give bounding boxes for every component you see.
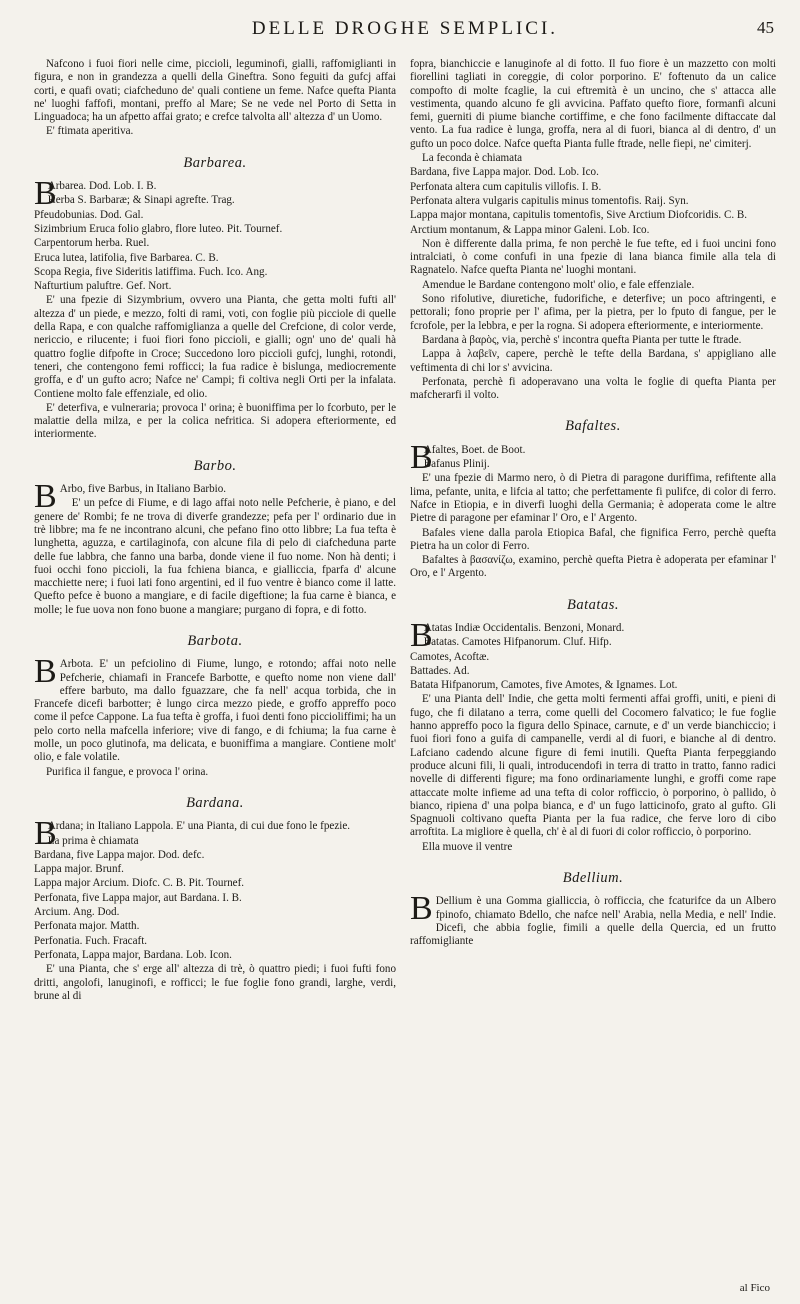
paragraph: Amendue le Bardane contengono molt' olio, e fale effenziale. [422,278,695,291]
entry-heading-barbarea: Barbarea. [183,154,247,171]
dropcap: B [34,815,57,853]
synonym-line: Ardana; in Italiano Lappola. E' una Pianta, di cui due fono le fpezie. [47,820,351,833]
synonym-line: Nafturtium paluftre. Gef. Nort. [34,280,172,293]
dropcap: B [34,478,57,516]
synonym-line: Perfonata altera vulgaris capitulis minus tomentofis. Raij. Syn. [410,194,689,207]
synonym-line: Atatas Indiæ Occidentalis. Benzoni, Monard. [423,621,625,634]
synonym-line: Pfeudobunias. Dod. Gal. [34,208,144,221]
synonym-line: Scopa Regia, five Sideritis latiffima. Fuch. Ico. Ang. [34,265,268,278]
dropcap: B [410,438,433,476]
paragraph: Non è differente dalla prima, fe non perchè le fue tefte, ed i fuoi uncini fono intralciati, ò come confufi in una fpezie di lana bianca fimile alla tela di Ragnatelo. Nafce quefta Pianta ne' luoghi montani. [410,237,776,277]
synonym-line: Afaltes, Boet. de Boot. [423,443,526,456]
entry-heading-bdellium: Bdellium. [562,870,624,887]
paragraph: E' una fpezie di Marmo nero, ò di Pietra di paragone duriffima, refiftente alla lima, pefante, unita, e lifcia al tatto; che perfettamente fi pulifce, di color di ferro. Nafce in Etiopia, e in diverfi luoghi della Germania; è adoperata come le altre Pietre di paragone per efaminar l' Oro, e l' Argento. [410,472,776,525]
paragraph: E' una Pianta, che s' erge all' altezza di trè, ò quattro piedi; i fuoi fufti fono dritti, angolofi, lanuginofi, e rofficci; le fue foglie fono grandi, larghe, verdi, brune al di [34,963,396,1002]
catchword: al Fico [739,1282,770,1294]
paragraph: Bafaltes à βασανίζω, examino, perchè quefta Pietra è adoperata per efaminar l' Oro, e l' Argento. [410,554,776,580]
synonym-line: Bardana, five Lappa major. Dod. Lob. Ico. [410,166,599,179]
right-column [410,58,776,950]
left-column [34,58,396,1004]
entry-heading-batatas: Batatas. [567,596,619,613]
synonym-line: Herba S. Barbaræ; & Sinapi agrefte. Trag. [47,194,235,207]
synonym-line: Lappa major Arcium. Diofc. C. B. Pit. Tournef. [34,877,245,890]
synonym-line: Arbarea. Dod. Lob. I. B. [47,180,157,193]
synonym-line: Sizimbrium Eruca folio glabro, flore luteo. Pit. Tournef. [34,222,283,235]
paragraph: Bardana à βαρὸς, via, perchè s' incontra quefta Pianta per tutte le ftrade. [422,333,742,346]
synonym-line: Carpentorum herba. Ruel. [34,237,150,250]
synonym-line: Lappa major. Brunf. [34,863,124,876]
paragraph: Purifica il fangue, e provoca l' orina. [46,765,209,778]
synonym-line: Perfonata major. Matth. [34,920,140,933]
paragraph: Arbota. E' un pefciolino di Fiume, lungo, e rotondo; affai noto nelle Pefcherie, chiamafi in Francefe Barbotte, e quefto nome non viene dall' effere barbuto, ma dallo fguazzare, che fa nell' acqua torbida, che in Francefe dicefi barbotter; è lungo circa mezzo piede, e groffo appreffo poco come il pefce Cappone. La fua tefta è groffa, i fuoi denti fono piccioliffimi; ha un pelo corto nella mafcella inferiore; vive di fango, e di fchiuma; la fua carne è molle, un poco glutinofa, ma delicata, e buoniffima a mangiare. Contiene molt' olio, e fale volatile. [34,658,396,764]
paragraph: E' ftimata aperitiva. [46,125,134,138]
entry-heading-barbota: Barbota. [187,632,243,649]
synonym-line: Bardana, five Lappa major. Dod. defc. [34,848,205,861]
synonym-line: Battades. Ad. [410,664,470,677]
paragraph: E' deterfiva, e vulneraria; provoca l' orina; è buoniffima per lo fcorbuto, per le malattie della milza, e per la colica nefritica. Si adopera efteriormente, ed interiormente. [34,401,396,441]
dropcap: B [410,890,433,928]
synonym-line: Arcium. Ang. Dod. [34,906,120,919]
paragraph: Lappa à λαβεῖν, capere, perchè le tefte della Bardana, s' appigliano alle veftimenta di chi lor s' avvicina. [410,348,776,374]
paragraph: Nafcono i fuoi fiori nelle cime, piccioli, leguminofi, gialli, raffomiglianti in figura, e non in grandezza a quelli della Gineftra. Sono feguiti da gufcj affai corti, e quafi ovati; ciafcheduno de' quali contiene un feme. Nafce quefta Pianta ne' luoghi faffofi, montani, preffo al Mare; Se ne vede nel Porto di Setta in Linguadoca; ha un afpetto affai grato; e crefce talvolta all' altezza d' un Uomo. [34,58,396,124]
synonym-line: Bafanus Plinij. [423,458,490,471]
synonym-line: Batata Hifpanorum, Camotes, five Amotes, & Ignames. Lot. [410,679,678,692]
entry-heading-basaltes: Bafaltes. [565,418,621,435]
paragraph: La feconda è chiamata [422,152,523,165]
synonym-line: Eruca lutea, latifolia, five Barbarea. C. B. [34,251,219,264]
synonym-line: Perfonatia. Fuch. Fracaft. [34,934,148,947]
paragraph: fopra, bianchiccie e lanuginofe al di fotto. Il fuo fiore è un mazzetto con molti fiorellini tagliati in coreggie, di color porporino. E' foftenuto da un calice compofto di molte fcaglie, la cui eftremità è un uncino, che s' attacca alle vestimenta, quando alcuno fe gli avvicina. Paffato quefto fiore, formanfi alcuni femi, guerniti di piume bianche cortiffime, e che fono facilmente diftaccate dal vento. La fua radice è lunga, groffa, nera al di fuori, bianca al di dentro, d' un gufto un poco dolce. Nafce quefta Pianta fulle ftrade, nelle fiepi, ne' cimiterj. [410,58,776,150]
synonym-line: Perfonata, five Lappa major, aut Bardana. I. B. [34,891,242,904]
synonym-line: Camotes, Acoftæ. [410,650,490,663]
synonym-line: Batatas. Camotes Hifpanorum. Cluf. Hifp. [423,636,612,649]
paragraph: E' una fpezie di Sizymbrium, ovvero una Pianta, che getta molti fufti all' altezza d' un piede, e mezzo, folti di rami, voti, con foglie più picciole di quelle della Rapa, e con qualche raffomiglianza a quelle del Crefcione, di color verde, nericcio, e rilucente; i fuoi fiori fono piccioli, e gialli; ogn' uno de' quali hà quattro foglie difpofte in Croce; Succedono loro piccioli gufcj, lunghi, rotondi, teneri, che contengono femi rofficci; la fua radice è bislunga, mediocremente groffa, e d' un gufto acro; Nafce ne' Campi; fi coltiva negli Orti per la infalata. Contiene molto fale effenziale, ed olio. [34,294,396,400]
entry-heading-barbo: Barbo. [193,457,237,474]
dropcap: B [410,616,433,654]
dropcap: B [34,175,57,213]
entry-heading-bardana: Bardana. [186,794,244,811]
paragraph: Bafales viene dalla parola Etiopica Bafal, che fignifica Ferro, perchè quefta Pietra ha un color di Ferro. [410,526,776,552]
page-number: 45 [757,18,774,37]
dropcap: B [34,653,57,691]
synonym-line: Perfonata, Lappa major, Bardana. Lob. Icon. [34,948,232,961]
paragraph: E' un pefce di Fiume, e di lago affai noto nelle Pefcherie, è piano, e del genere de' Rombi; fe ne trova di diverfe grandezze; pefa per l' ordinario due in trè libbre; ma fe ne incontrano alcuni, che pefano fino otto libbre; La fua tefta è lunghetta, aguzza, e cartilaginofa, con alcune fila di pelo di ciafcheduna parte delle fue labbra, che fanno una barba, donde viene il fuo nome. Non hà denti; i fuoi occhi fono piccioli, la fua fchiena bianca, e gialliccia, fparfa d' alcune macchiette nere; i fuoi lati fono argentini, ed il fuo ventre è bianco come il latte. Quefto pefce è buono a mangiare, e di facile digeftione; la fua carne è bianca, e molle; le fue uova non fono buone a mangiare; purgano di fopra, e di fotto. [34,497,396,616]
running-head [30,18,780,46]
paragraph: E' una Pianta dell' Indie, che getta molti fermenti affai groffi, uniti, e pieni di fugo, che fi dilatano a terra, come quelli del Cocomero falvatico; le fue foglie hanno appreffo poco la figura dello Spinace, carnute, e d' un verde bianchiccio; i fuoi fiori fono a guifa di campanelle, verdi al di fuori, e bianche al di dentro. Lafciano cadendo alcune figure di femi inutili. Quefta Pianta ferpeggiando produce alcuni fili, li quali, introducendofi in terra di tratto in tratto, fanno radici novelle di differenti figure; ma fono ordinariamente lunghi, e groffi come rape attaccate molte infieme ad una tefta di color rofficcio, ò porporino, ò pallido, ò bianco, ripiena d' una polpa bianca, e d' un fugo latticinofo, grato al gufto. Gli Spagnuoli coltivano quefta Pianta per la fua radice, che ferve loro di cibo arroftita. La migliore è quella, ch' è al di fuori di color rofficcio, ò porporino. [410,693,776,839]
synonym-line: La prima è chiamata [47,834,139,847]
paragraph: Ella muove il ventre [422,840,513,853]
paragraph: Dellium è una Gomma gialliccia, ò rofficcia, che fcaturifce da un Albero fpinofo, chiamato Bdello, che nafce nell' Arabia, nella Media, e nell' Indie. Dicefi, che abbia foglie, fimili a quelle della Quercia, ed un frutto raffomigliante [410,895,776,948]
synonym-line: Perfonata altera cum capitulis villofis. I. B. [410,180,602,193]
paragraph: Sono rifolutive, diuretiche, fudorifiche, e deterfive; un poco aftringenti, e pettorali; fono proprie per l' afima, per la pietra, per lo fputo di fangue, per le fcrofole, per la lebbra, e per la rogna. Si adopera efteriormente, e interiormente. [410,293,776,332]
paragraph: Perfonata, perchè fi adoperavano una volta le foglie di quefta Pianta per mafcherarfi il volto. [410,375,776,402]
running-title: DELLE DROGHE SEMPLICI. [251,18,559,39]
synonym-line: Arctium montanum, & Lappa minor Galeni. Lob. Ico. [410,223,650,236]
paragraph: Arbo, five Barbus, in Italiano Barbio. [59,483,227,496]
synonym-line: Lappa major montana, capitulis tomentofis, Sive Arctium Diofcoridis. C. B. [410,209,748,222]
